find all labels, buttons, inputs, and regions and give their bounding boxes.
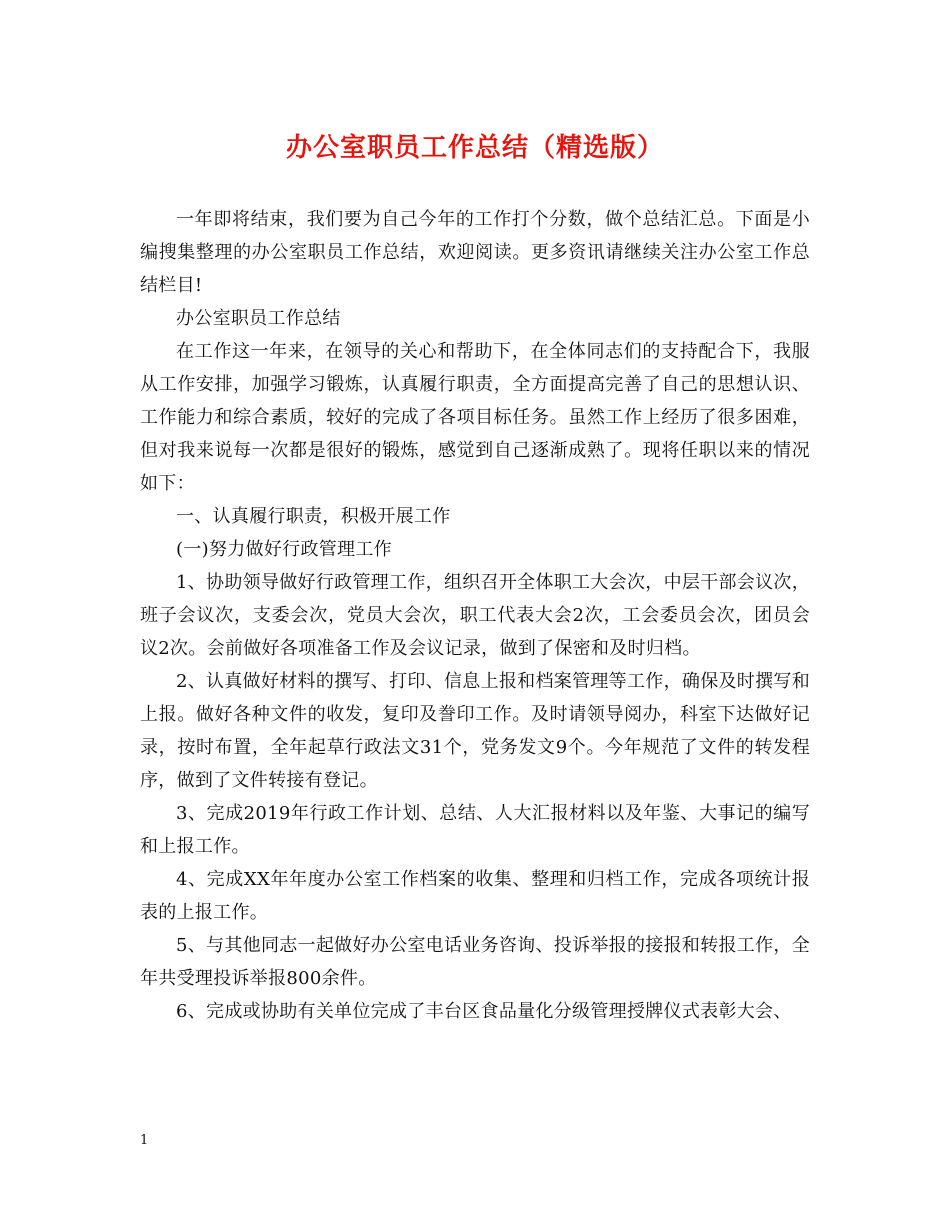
paragraph: 1、协助领导做好行政管理工作，组织召开全体职工大会次，中层干部会议次，班子会议次，支委会次，党员大会次，职工代表大会2次，工会委员会次，团员会议2次。会前做好各项准备工作及会议记录，做到了保密和及时归档。 (140, 572, 810, 659)
paragraph: 2、认真做好材料的撰写、打印、信息上报和档案管理等工作，确保及时撰写和上报。做好各种文件的收发，复印及誊印工作。及时请领导阅办，科室下达做好记录，按时布置，全年起草行政法文31个，党务发文9个。今年规范了文件的转发程序，做到了文件转接有登记。 (140, 671, 810, 791)
paragraph: 一年即将结束，我们要为自己今年的工作打个分数，做个总结汇总。下面是小编搜集整理的办公室职员工作总结，欢迎阅读。更多资讯请继续关注办公室工作总结栏目! (140, 209, 810, 296)
paragraph: 5、与其他同志一起做好办公室电话业务咨询、投诉举报的接报和转报工作，全年共受理投诉举报800余件。 (140, 935, 810, 989)
paragraph: 3、完成2019年行政工作计划、总结、人大汇报材料以及年鉴、大事记的编写和上报工作。 (140, 803, 810, 857)
page-number: 1 (140, 1133, 149, 1148)
document-body (140, 203, 810, 1028)
paragraph: 6、完成或协助有关单位完成了丰台区食品量化分级管理授牌仪式表彰大会、 (176, 1001, 792, 1022)
paragraph: 办公室职员工作总结 (176, 308, 341, 329)
document-title: 办公室职员工作总结（精选版） (285, 133, 664, 163)
paragraph: 在工作这一年来，在领导的关心和帮助下，在全体同志们的支持配合下，我服从工作安排，加强学习锻炼，认真履行职责，全方面提高完善了自己的思想认识、工作能力和综合素质，较好的完成了各项目标任务。虽然工作上经历了很多困难，但对我来说每一次都是很好的锻炼，感觉到自己逐渐成熟了。现将任职以来的情况如下： (140, 341, 810, 494)
paragraph: 4、完成XX年年度办公室工作档案的收集、整理和归档工作，完成各项统计报表的上报工作。 (140, 869, 810, 923)
paragraph: (一)努力做好行政管理工作 (176, 539, 392, 560)
paragraph: 一、认真履行职责，积极开展工作 (176, 506, 451, 527)
